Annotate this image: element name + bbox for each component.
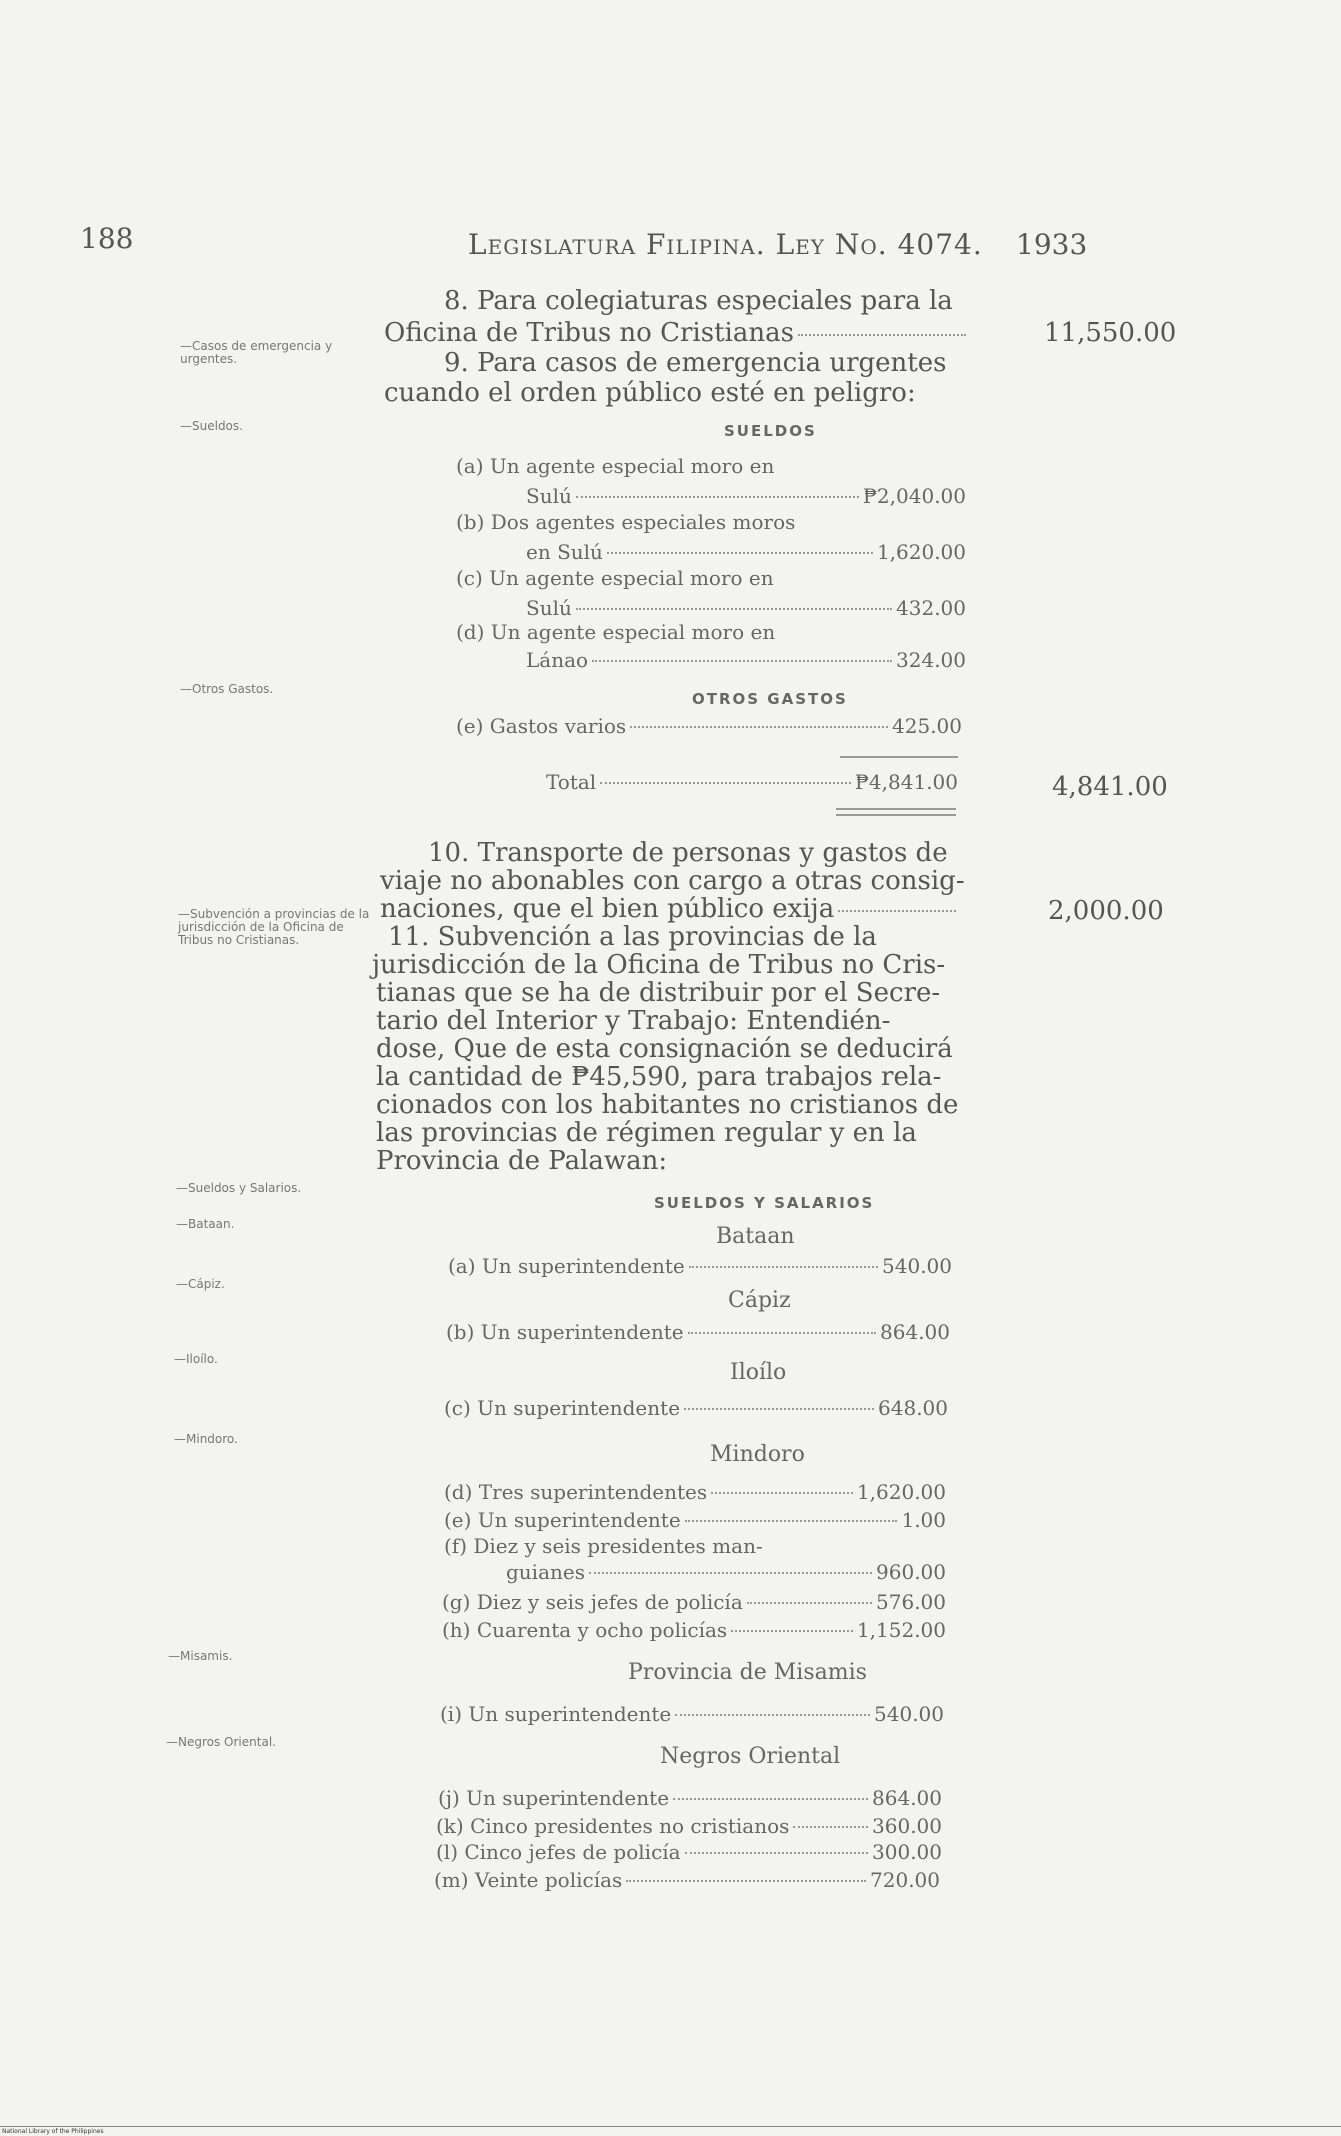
item11-h-row: (h) Cuarenta y ocho policías 1,152.00 <box>442 1618 946 1642</box>
margin-note-negros-oriental: —Negros Oriental. <box>166 1735 276 1749</box>
margin-note-misamis: —Misamis. <box>168 1649 233 1663</box>
margin-note-mindoro: —Mindoro. <box>174 1432 238 1446</box>
margin-note-sueldos: —Sueldos. <box>180 419 243 433</box>
item10-amount: 2,000.00 <box>1048 896 1164 926</box>
item9-a-line1: (a) Un agente especial moro en <box>456 454 775 478</box>
item9-b-row: en Sulú 1,620.00 <box>526 540 966 564</box>
footer-rule <box>0 2126 1341 2127</box>
item9-line1: 9. Para casos de emergencia urgentes <box>444 348 947 378</box>
subhead-iloilo: Iloílo <box>730 1360 787 1385</box>
item9-c-row: Sulú 432.00 <box>526 596 966 620</box>
item11-f-row: guianes 960.00 <box>506 1560 946 1584</box>
item11-e-row: (e) Un superintendente 1.00 <box>444 1508 946 1532</box>
margin-note-subvencion: —Subvención a provincias de la jurisdicción de la Oficina de Tribus no Cristianas. <box>178 907 370 947</box>
running-title: Legislatura Filipina. Ley No. 4074. <box>468 228 983 261</box>
item11-line-7: cionados con los habitantes no cristianos de <box>376 1090 959 1120</box>
item9-amount: 4,841.00 <box>1052 772 1168 802</box>
total-rule-double-1 <box>836 808 956 810</box>
item11-line-9: Provincia de Palawan: <box>376 1146 668 1176</box>
heading-otros-gastos: OTROS GASTOS <box>692 690 848 708</box>
item11-b-row: (b) Un superintendente 864.00 <box>446 1320 950 1344</box>
item11-g-row: (g) Diez y seis jefes de policía 576.00 <box>442 1590 946 1614</box>
item11-line-1: 11. Subvención a las provincias de la <box>388 922 877 952</box>
subhead-bataan: Bataan <box>716 1224 795 1249</box>
footer-text: National Library of the Philippines <box>2 2128 104 2135</box>
item11-d-row: (d) Tres superintendentes 1,620.00 <box>444 1480 946 1504</box>
item9-a-row: Sulú ₱2,040.00 <box>526 484 966 508</box>
heading-sueldos: SUELDOS <box>724 422 817 440</box>
total-rule-top <box>840 756 958 758</box>
item9-b-line1: (b) Dos agentes especiales moros <box>456 510 796 534</box>
heading-sueldos-salarios: SUELDOS Y SALARIOS <box>654 1194 875 1212</box>
year: 1933 <box>1016 228 1088 261</box>
item10-line1: 10. Transporte de personas y gastos de <box>428 838 948 868</box>
subhead-misamis: Provincia de Misamis <box>628 1660 867 1685</box>
item11-m-row: (m) Veinte policías 720.00 <box>434 1868 940 1892</box>
item10-line2: viaje no abonables con cargo a otras consig- <box>380 866 965 896</box>
subhead-negros-oriental: Negros Oriental <box>660 1744 841 1769</box>
item11-f-line1: (f) Diez y seis presidentes man- <box>444 1534 763 1558</box>
item9-c-line1: (c) Un agente especial moro en <box>456 566 774 590</box>
item9-e-row: (e) Gastos varios 425.00 <box>456 714 962 738</box>
item11-a-row: (a) Un superintendente 540.00 <box>448 1254 952 1278</box>
margin-note-emergencia: —Casos de emergencia y urgentes. <box>180 339 333 366</box>
item9-d-line1: (d) Un agente especial moro en <box>456 620 776 644</box>
item8-line1: 8. Para colegiaturas especiales para la <box>444 286 953 316</box>
item11-line-8: las provincias de régimen regular y en la <box>376 1118 917 1148</box>
item11-line-4: tario del Interior y Trabajo: Entendién- <box>376 1006 891 1036</box>
item11-line-5: dose, Que de esta consignación se deducirá <box>376 1034 953 1064</box>
item11-c-row: (c) Un superintendente 648.00 <box>444 1396 948 1420</box>
item11-line-3: tianas que se ha de distribuir por el Secre- <box>376 978 941 1008</box>
item9-total-row: Total ₱4,841.00 <box>546 770 958 794</box>
item11-k-row: (k) Cinco presidentes no cristianos 360.00 <box>436 1814 942 1838</box>
margin-note-otros-gastos: —Otros Gastos. <box>180 682 274 696</box>
item11-line-2: jurisdicción de la Oficina de Tribus no Cris- <box>372 950 946 980</box>
subhead-capiz: Cápiz <box>728 1288 791 1313</box>
margin-note-sueldos-salarios: —Sueldos y Salarios. <box>176 1181 302 1195</box>
subhead-mindoro: Mindoro <box>710 1442 805 1467</box>
margin-note-iloilo: —Iloílo. <box>174 1352 218 1366</box>
item11-l-row: (l) Cinco jefes de policía 300.00 <box>436 1840 942 1864</box>
page-number: 188 <box>80 222 134 255</box>
item9-d-row: Lánao 324.00 <box>526 648 966 672</box>
item11-line-6: la cantidad de ₱45,590, para trabajos rela- <box>376 1062 942 1092</box>
item11-i-row: (i) Un superintendente 540.00 <box>440 1702 944 1726</box>
item8-line2: Oficina de Tribus no Cristianas <box>384 318 970 348</box>
margin-note-bataan: —Bataan. <box>176 1217 235 1231</box>
item10-line3: naciones, que el bien público exija <box>380 894 960 924</box>
item9-line2: cuando el orden público esté en peligro: <box>384 378 916 408</box>
total-rule-double-2 <box>836 814 956 816</box>
margin-note-capiz: —Cápiz. <box>176 1277 225 1291</box>
item8-amount: 11,550.00 <box>1044 318 1177 348</box>
item11-j-row: (j) Un superintendente 864.00 <box>438 1786 942 1810</box>
